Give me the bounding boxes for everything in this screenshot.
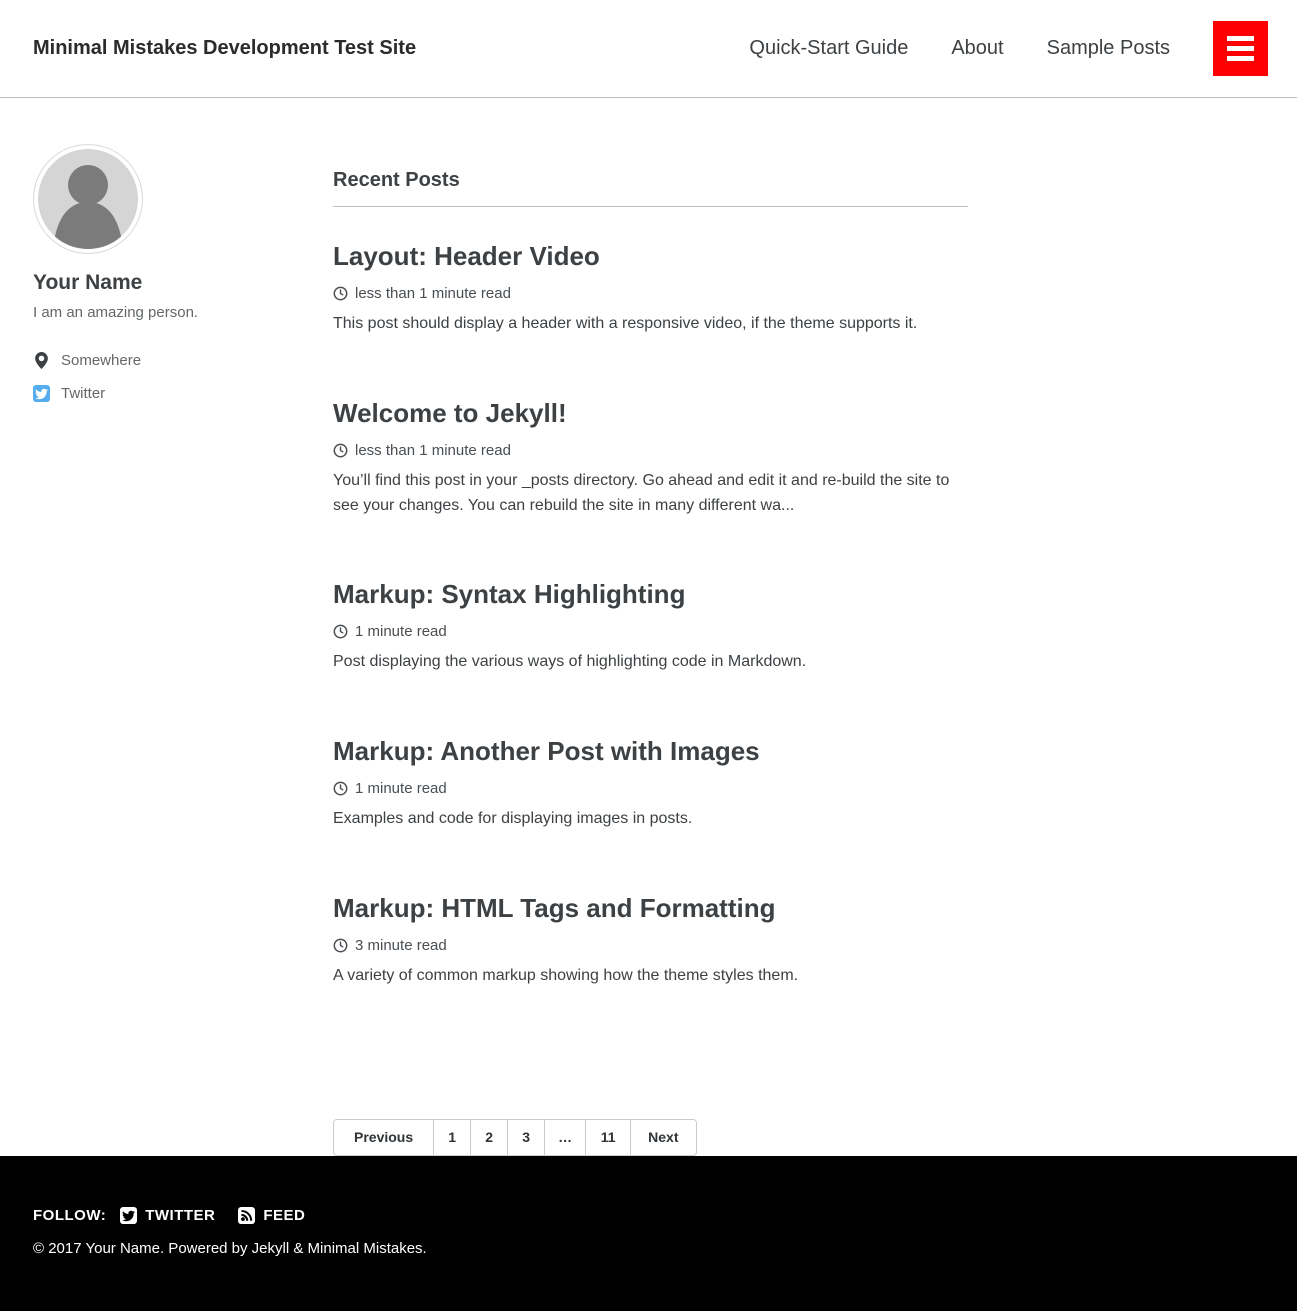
menu-toggle-button[interactable] bbox=[1213, 21, 1268, 76]
author-bio: I am an amazing person. bbox=[33, 304, 199, 321]
post-title: Markup: Syntax Highlighting bbox=[333, 579, 686, 610]
post-item bbox=[333, 736, 968, 832]
post-read-time: 1 minute read bbox=[333, 623, 968, 640]
masthead bbox=[0, 0, 1297, 98]
nav-item-sample-posts[interactable]: Sample Posts bbox=[1046, 37, 1170, 59]
twitter-icon bbox=[33, 385, 50, 402]
author-name: Your Name bbox=[33, 271, 143, 294]
post-item bbox=[333, 579, 968, 675]
post-title: Markup: Another Post with Images bbox=[333, 736, 760, 767]
post-read-time: 1 minute read bbox=[333, 780, 968, 797]
post-item bbox=[333, 241, 968, 337]
pagination-next[interactable]: Next bbox=[630, 1120, 695, 1155]
post-read-time: less than 1 minute read bbox=[333, 285, 968, 302]
footer-follow-row bbox=[33, 1207, 1264, 1224]
pagination-previous: Previous bbox=[334, 1120, 433, 1155]
post-excerpt: Post displaying the various ways of highlighting code in Markdown. bbox=[333, 653, 807, 671]
post-read-time: 3 minute read bbox=[333, 937, 968, 954]
pagination-ellipsis: … bbox=[544, 1120, 585, 1155]
post-item bbox=[333, 398, 968, 519]
author-twitter[interactable]: Twitter bbox=[33, 377, 300, 410]
clock-icon bbox=[333, 624, 348, 639]
nav-item-quick-start-guide[interactable]: Quick-Start Guide bbox=[749, 37, 909, 59]
clock-icon bbox=[333, 286, 348, 301]
author-links bbox=[33, 344, 300, 410]
nav-item-about[interactable]: About bbox=[951, 37, 1004, 59]
archive-title: Recent Posts bbox=[333, 169, 968, 207]
post-title: Markup: HTML Tags and Formatting bbox=[333, 892, 776, 923]
post-excerpt: You’ll find this post in your _posts directory. Go ahead and edit it and re-build the site to see your changes. You can rebuild the site in many different wa... bbox=[333, 471, 950, 514]
clock-icon bbox=[333, 443, 348, 458]
post-read-time: less than 1 minute read bbox=[333, 442, 968, 459]
footer-twitter-link[interactable]: TWITTER bbox=[120, 1207, 215, 1224]
author-location: Somewhere bbox=[33, 344, 300, 377]
post-item bbox=[333, 893, 968, 989]
page-body bbox=[0, 98, 1297, 1156]
site-footer bbox=[0, 1156, 1297, 1311]
post-excerpt: This post should display a header with a responsive video, if the theme supports it. bbox=[333, 315, 918, 332]
avatar bbox=[33, 144, 143, 254]
follow-label: FOLLOW: bbox=[33, 1206, 107, 1224]
clock-icon bbox=[333, 781, 348, 796]
post-title: Layout: Header Video bbox=[333, 241, 600, 271]
site-title[interactable]: Minimal Mistakes Development Test Site bbox=[33, 37, 417, 59]
pagination bbox=[333, 1119, 697, 1156]
main-content bbox=[333, 98, 968, 1156]
location-pin-icon bbox=[33, 352, 50, 369]
rss-feed-icon bbox=[238, 1207, 255, 1224]
pagination-page-2[interactable]: 2 bbox=[470, 1120, 507, 1155]
masthead-nav bbox=[749, 37, 1170, 60]
footer-feed-link[interactable]: FEED bbox=[238, 1207, 305, 1224]
author-sidebar bbox=[33, 98, 300, 1156]
clock-icon bbox=[333, 938, 348, 953]
pagination-page-11[interactable]: 11 bbox=[585, 1120, 630, 1155]
person-placeholder-icon bbox=[38, 149, 138, 249]
post-excerpt: A variety of common markup showing how the theme styles them. bbox=[333, 966, 799, 984]
pagination-page-1-current[interactable]: 1 bbox=[433, 1120, 470, 1155]
post-excerpt: Examples and code for displaying images in posts. bbox=[333, 810, 693, 828]
post-title: Welcome to Jekyll! bbox=[333, 397, 567, 428]
pagination-page-3[interactable]: 3 bbox=[507, 1120, 544, 1155]
twitter-square-icon bbox=[120, 1207, 137, 1224]
footer-copyright: © 2017 Your Name. Powered by Jekyll & Minimal Mistakes. bbox=[33, 1239, 427, 1257]
hamburger-icon bbox=[1227, 36, 1254, 41]
